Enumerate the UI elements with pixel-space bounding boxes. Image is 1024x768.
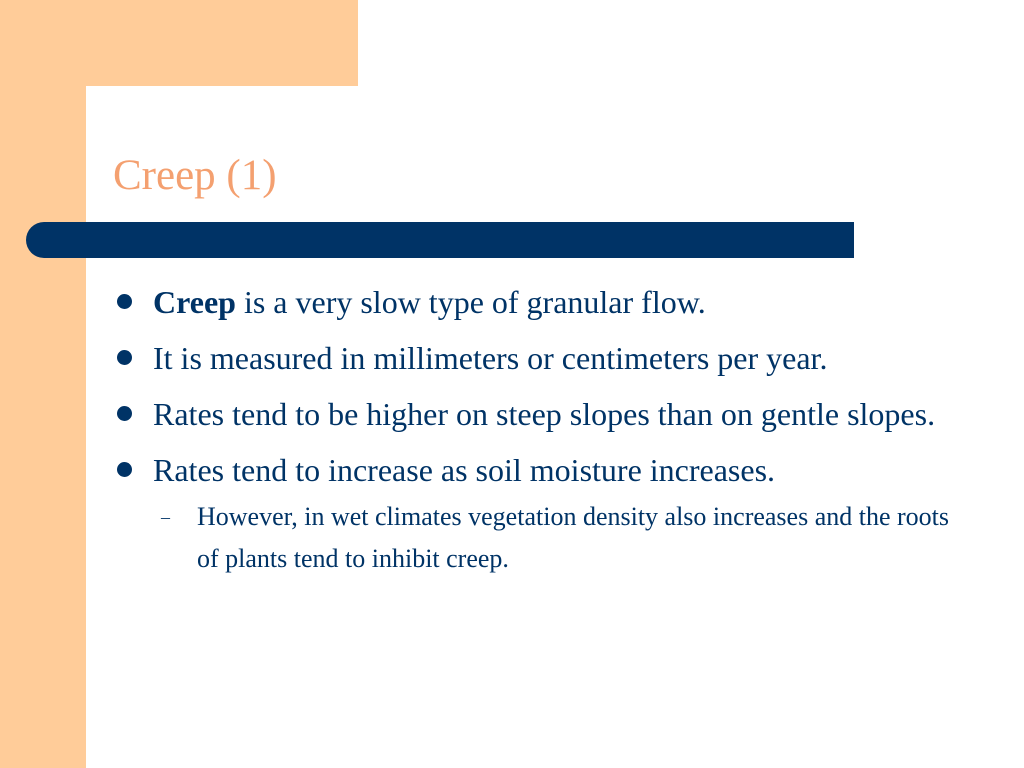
sub-bullet-item [113, 496, 973, 580]
bullet-icon [117, 462, 132, 477]
bullet-item [113, 446, 973, 494]
bullet-text: is a very slow type of granular flow. [235, 284, 706, 320]
bullet-bold-term: Creep [153, 284, 236, 320]
title-underline-bar [26, 222, 854, 258]
dash-icon: – [161, 507, 170, 527]
sub-bullet-text: However, in wet climates vegetation density also increases and the roots of plants tend to inhibit creep. [197, 502, 950, 573]
bullet-icon [117, 350, 132, 365]
slide-title: Creep (1) [113, 152, 277, 199]
bullet-icon [117, 294, 132, 309]
bullet-item [113, 334, 973, 382]
decorative-side-band [0, 0, 86, 768]
bullet-item [113, 278, 973, 326]
bullet-icon [117, 406, 132, 421]
bullet-list [113, 278, 973, 580]
bullet-text: Rates tend to increase as soil moisture increases. [153, 452, 776, 488]
decorative-top-band [0, 0, 358, 86]
bullet-text: It is measured in millimeters or centimeters per year. [153, 340, 828, 376]
bullet-item [113, 390, 973, 438]
bullet-text: Rates tend to be higher on steep slopes than on gentle slopes. [153, 396, 936, 432]
